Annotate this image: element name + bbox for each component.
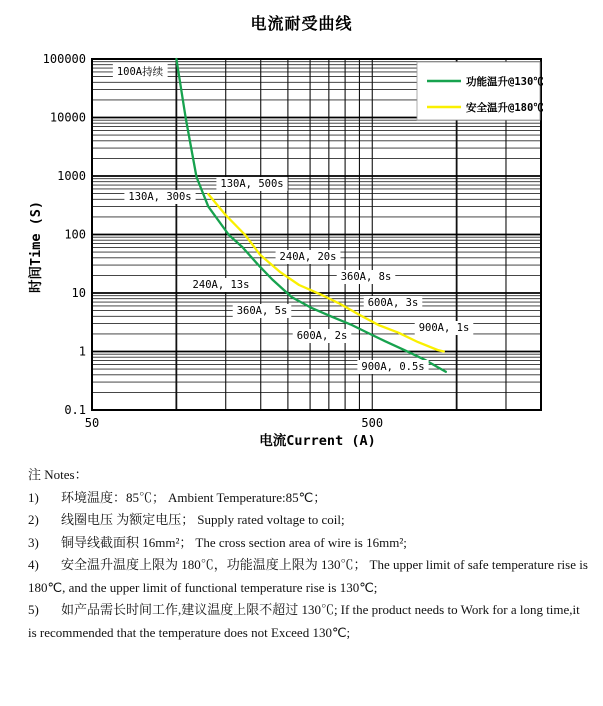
annotation-text: 360A, 8s: [340, 271, 392, 283]
note-item-5: [28, 599, 590, 644]
chart-canvas: [0, 36, 603, 454]
y-tick-label: 0.1: [64, 403, 86, 417]
annotation-text: 900A, 0.5s: [361, 361, 425, 373]
annotation-text: 240A, 13s: [192, 279, 250, 291]
note-text-en: The upper limit of safe temperature rise is 180℃, and the upper limit of functional temperature rise is 130℃;: [28, 557, 588, 595]
annotation-label: [124, 190, 195, 204]
y-tick-label: 10: [71, 286, 86, 300]
annotation-label: [276, 250, 341, 264]
annotation-text: 600A, 3s: [367, 297, 419, 309]
annotation-text: 130A, 500s: [220, 178, 284, 190]
note-number: 4): [28, 557, 39, 572]
annotation-label: [233, 304, 292, 318]
note-text-en: Supply rated voltage to coil;: [197, 512, 345, 527]
annotation-label: [337, 270, 396, 284]
annotation-text: 600A, 2s: [296, 330, 348, 342]
annotation-label: [216, 177, 287, 191]
note-text-zh: 环境温度：85℃；: [61, 489, 166, 505]
note-text-zh: 线圈电压 为额定电压；: [61, 512, 195, 527]
note-text-en: The cross section area of wire is 16mm²;: [195, 534, 407, 550]
annotation-label: [293, 329, 352, 343]
annotation-text: 100A持续: [116, 66, 164, 78]
legend-label: 安全温升@180℃: [466, 102, 544, 114]
note-text-zh: 如产品需长时间工作,建议温度上限不超过 130℃;: [61, 602, 338, 617]
legend: [417, 62, 544, 120]
x-tick-label: 50: [84, 416, 100, 430]
notes-heading: 注 Notes：: [28, 467, 88, 482]
legend-label: 功能温升@130℃: [466, 76, 544, 88]
y-tick-label: 100: [64, 227, 86, 242]
y-tick-label: 1000: [57, 169, 86, 183]
note-number: 2): [28, 512, 39, 527]
note-item-3: [28, 532, 590, 555]
annotation-label: [189, 278, 254, 292]
x-axis-title: 电流Current (A): [259, 433, 376, 449]
x-tick-label: 500: [361, 416, 384, 430]
annotation-text: 130A, 300s: [128, 191, 192, 203]
note-text-en: Ambient Temperature:85℃；: [168, 489, 327, 505]
curve-1: [208, 194, 443, 351]
annotation-label: [113, 64, 168, 79]
y-tick-label: 1: [78, 344, 86, 359]
y-tick-label: 100000: [42, 52, 86, 66]
note-text-zh: 铜导线截面积 16mm²；: [61, 534, 193, 550]
note-item-2: [28, 509, 590, 532]
curve-0: [176, 59, 445, 372]
annotation-text: 240A, 20s: [279, 251, 337, 263]
current-withstand-chart: [0, 36, 603, 454]
annotation-text: 900A, 1s: [418, 322, 470, 334]
y-axis-title: 时间Time (S): [28, 200, 44, 294]
notes-section: [28, 464, 590, 644]
note-text-zh: 安全温升温度上限为 180℃，功能温度上限为 130℃；: [61, 557, 367, 572]
note-item-4: [28, 554, 590, 599]
annotation-label: [357, 360, 428, 374]
annotation-label: [415, 321, 474, 335]
annotation-label: [364, 296, 423, 310]
note-number: 3): [28, 534, 39, 550]
annotation-text: 360A, 5s: [236, 305, 288, 317]
y-tick-label: 10000: [49, 110, 86, 125]
note-number: 5): [28, 602, 39, 617]
note-item-1: [28, 487, 590, 510]
note-text-en: If the product needs to Work for a long time,it is recommended that the temperature does not Exceed 130℃;: [28, 602, 580, 640]
page-title: 电流耐受曲线: [250, 14, 353, 33]
note-number: 1): [28, 489, 39, 505]
